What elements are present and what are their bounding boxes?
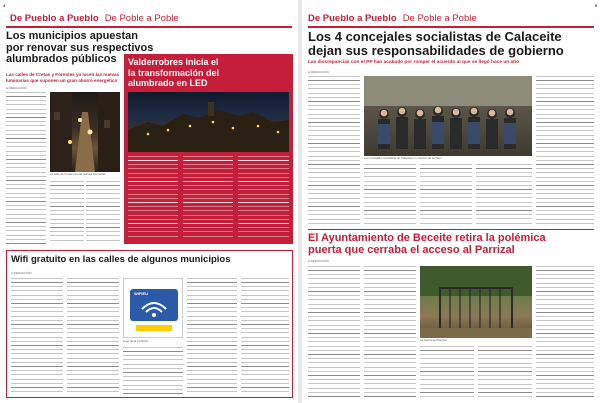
left-article2-headline[interactable]: Wifi gratuito en las calles de algunos municipios [11, 254, 231, 265]
right-article2-column2 [364, 266, 416, 398]
left-byline-text: REDACCIÓN [8, 86, 27, 90]
right-article1-headline[interactable] [308, 30, 594, 57]
left-headline-line2: por renovar sus respectivos [6, 41, 154, 54]
left-article1-column1 [6, 92, 46, 244]
left-red-rule [6, 26, 292, 28]
left-article2-caption: Logo de la iniciativa [123, 339, 148, 343]
right-article2-caption: La puerta del Parrizal [420, 338, 447, 342]
left-article1-column3 [86, 181, 120, 244]
left-section-bar [10, 11, 292, 25]
street-photo [50, 92, 120, 172]
sidebox-photo[interactable] [128, 92, 289, 152]
left-article1-caption: La calle de Cretas con las nuevas luminarias [50, 172, 106, 176]
left-page [0, 0, 298, 403]
sidebox-column1 [128, 156, 178, 240]
left-article1-byline [6, 86, 27, 90]
group-photo [364, 76, 532, 156]
left-article2-column5 [241, 278, 289, 394]
right-headline-line2: dejan sus responsabilidades de gobierno [308, 42, 564, 58]
left-article2-byline [11, 271, 32, 275]
gate-photo [420, 266, 532, 338]
right-article1-column5 [536, 76, 594, 226]
right-section-bar [308, 11, 594, 25]
left-section-sub: De Poble a Poble [104, 12, 179, 24]
left-sidebox [124, 54, 293, 244]
right-article1-column3 [420, 164, 472, 226]
left-article2-column4 [187, 278, 237, 394]
left-article2-column2 [67, 278, 119, 394]
sidebox-title-line3: alumbrado en LED [128, 78, 208, 88]
left-headline-line3: alumbrados públicos [6, 53, 117, 66]
right-headline-line1: Los 4 concejales socialistas de Calaceite [308, 29, 562, 44]
left-subhead-line2: luminarias que suponen un gran ahorro energético [6, 77, 118, 83]
sidebox-title-line1: Valderrobres inicia el [128, 57, 219, 67]
left-article2-column3 [123, 347, 183, 394]
right-article1-byline-text: REDACCIÓN [310, 70, 329, 74]
left-article1-photo[interactable] [50, 92, 120, 172]
right-page [302, 0, 600, 403]
right-article2-column4 [478, 346, 532, 398]
right-article1-photo[interactable] [364, 76, 532, 156]
right-article1-caption: Los concejales socialistas de Calaceite en una foto de archivo [364, 156, 441, 160]
left-topbar [6, 3, 292, 9]
right-article2-headline[interactable] [308, 233, 594, 256]
left-page-number: 4 [3, 3, 6, 8]
user-icon: ● [308, 259, 311, 263]
right-article1-subhead: Las discrepancias con el PP han acabado por romper el acuerdo al que se llegó hace un año [308, 60, 520, 65]
right-article2-headline-line1: El Ayuntamiento de Beceite retira la polémica [308, 232, 546, 244]
right-article2-column1 [308, 266, 360, 398]
left-article2-byline-text: REDACCIÓN [13, 271, 32, 275]
left-section-main: De Pueblo a Pueblo [10, 12, 99, 24]
right-page-number: 5 [594, 3, 597, 8]
right-article2-photo[interactable] [420, 266, 532, 338]
right-article2-column3 [420, 346, 474, 398]
left-headline-line1: Los municipios apuestan [6, 30, 139, 42]
right-divider [308, 229, 594, 230]
right-article1-column2 [364, 164, 416, 226]
right-article1-column4 [476, 164, 532, 226]
right-article2-headline-line2: puerta que cerraba el acceso al Parrizal [308, 243, 515, 256]
left-sidebox-title [124, 54, 293, 92]
right-article1-byline [308, 70, 329, 74]
town-night-photo [128, 92, 289, 152]
user-icon: ● [11, 271, 14, 275]
left-subhead-line1: Las calles de Cretas y Fórnoles ya lucen las nuevas [6, 72, 120, 77]
user-icon: ● [6, 86, 9, 90]
left-article1-column2 [50, 181, 84, 244]
right-red-rule [308, 26, 594, 28]
wifi-logo-image[interactable] [123, 278, 183, 338]
right-topbar [308, 3, 594, 9]
left-article2-column1 [11, 278, 63, 394]
wifi-badge-label: WIFIEU [134, 291, 148, 296]
wifi-icon [124, 279, 183, 338]
user-icon: ● [308, 70, 311, 74]
right-section-main: De Pueblo a Pueblo [308, 12, 397, 24]
right-article2-column5 [536, 266, 594, 398]
right-section-sub: De Poble a Poble [402, 12, 477, 24]
sidebox-title-line2: la transformación del [128, 67, 220, 78]
sidebox-column2 [183, 156, 233, 240]
left-article2-box [6, 250, 293, 398]
sidebox-column3 [238, 156, 289, 240]
right-article2-byline [308, 259, 329, 263]
right-article1-column1 [308, 76, 360, 226]
right-article2-byline-text: REDACCIÓN [310, 259, 329, 263]
